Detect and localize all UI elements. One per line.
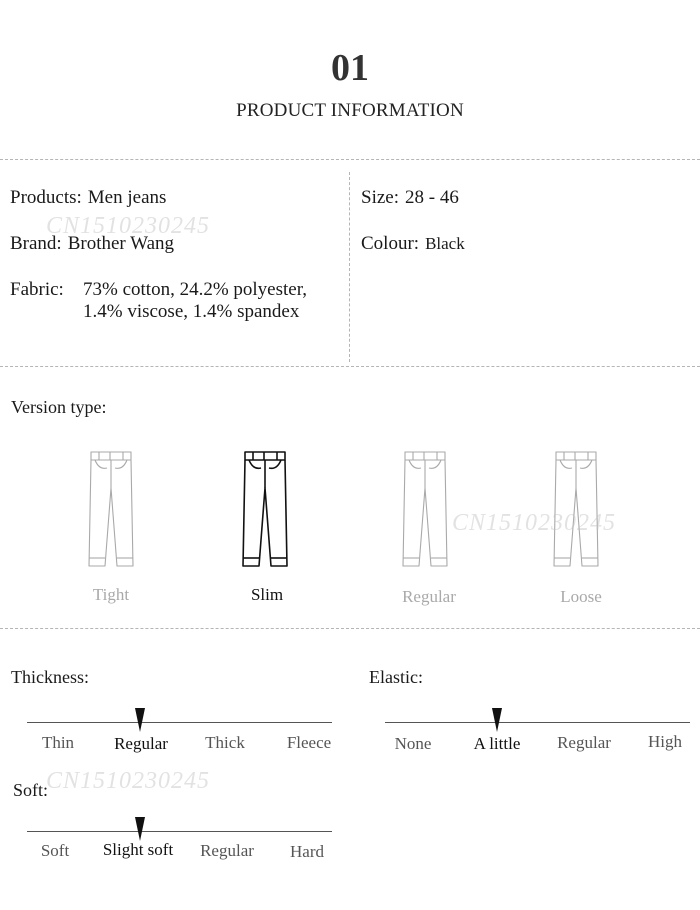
version-loose-label: Loose — [560, 587, 602, 606]
version-slim-label: Slim — [250, 585, 284, 604]
elastic-option-high: High — [648, 732, 682, 751]
jeans-tight-icon — [81, 448, 141, 572]
elastic-marker-icon — [492, 708, 502, 732]
brand-label: Brand: — [10, 233, 62, 254]
products-value: Men jeans — [87, 187, 167, 208]
divider-vertical — [349, 172, 350, 362]
soft-option-soft: Soft — [40, 841, 70, 860]
products-label: Products: — [10, 187, 82, 208]
size-value: 28 - 46 — [405, 187, 459, 208]
thickness-option-thick: Thick — [205, 733, 245, 752]
elastic-option-regular: Regular — [557, 733, 611, 752]
section-number: 01 — [331, 47, 369, 89]
version-regular-label: Regular — [402, 587, 456, 606]
elastic-option-a-little: A little — [473, 734, 521, 753]
fabric-value-line2: 1.4% viscose, 1.4% spandex — [83, 301, 300, 322]
soft-option-hard: Hard — [290, 842, 324, 861]
thickness-marker-icon — [135, 708, 145, 732]
divider — [0, 366, 700, 367]
soft-option-regular: Regular — [200, 841, 254, 860]
watermark: CN1510230245 — [46, 768, 211, 794]
elastic-scale-line — [385, 722, 690, 723]
thickness-option-regular: Regular — [114, 734, 168, 753]
version-type-label: Version type: — [11, 397, 107, 417]
elastic-label: Elastic: — [369, 667, 423, 687]
soft-option-slight-soft: Slight soft — [102, 840, 174, 859]
products-row — [10, 187, 166, 209]
thickness-option-thin: Thin — [41, 733, 75, 752]
soft-marker-icon — [135, 817, 145, 841]
colour-value: Black — [425, 234, 465, 253]
soft-scale-line — [27, 831, 332, 832]
size-label: Size: — [361, 187, 399, 208]
size-row — [361, 187, 459, 209]
divider — [0, 628, 700, 629]
jeans-regular-icon — [395, 448, 455, 572]
brand-row — [10, 233, 174, 255]
colour-row — [361, 233, 465, 255]
thickness-label: Thickness: — [11, 667, 89, 687]
fabric-label: Fabric: — [10, 279, 64, 300]
brand-value: Brother Wang — [67, 233, 175, 254]
watermark: CN1510230245 — [46, 213, 211, 239]
version-tight-label: Tight — [92, 585, 130, 604]
thickness-option-fleece: Fleece — [286, 733, 332, 752]
fabric-value-line1: 73% cotton, 24.2% polyester, — [83, 279, 308, 300]
soft-label: Soft: — [13, 780, 49, 800]
divider — [0, 159, 700, 160]
thickness-scale-line — [27, 722, 332, 723]
jeans-loose-icon — [546, 448, 606, 572]
elastic-option-none: None — [394, 734, 432, 753]
colour-label: Colour: — [361, 233, 420, 254]
watermark: CN1510230245 — [452, 510, 617, 536]
section-title: PRODUCT INFORMATION — [236, 100, 464, 121]
jeans-slim-icon — [235, 448, 295, 572]
